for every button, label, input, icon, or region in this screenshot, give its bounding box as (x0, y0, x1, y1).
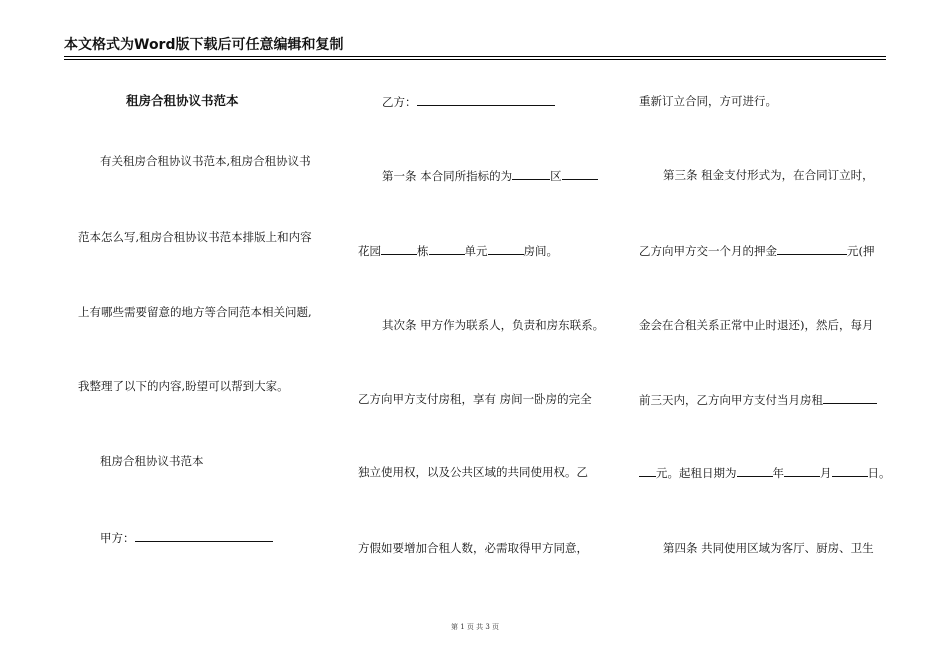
article-3-line-4 (639, 392, 877, 407)
column-middle (358, 0, 608, 600)
year-label: 年 (772, 466, 784, 480)
month-label: 月 (820, 466, 832, 480)
party-b-label: 乙方： (382, 95, 417, 109)
article-2-line-4: 方假如要增加合租人数，必需取得甲方同意， (358, 541, 588, 555)
article-3-line-1: 第三条 租金支付形式为，在合同订立时， (663, 168, 874, 182)
party-a-line (100, 530, 273, 545)
month-blank (784, 465, 820, 477)
article-1-line-2 (358, 243, 558, 258)
day-blank (832, 465, 868, 477)
article-3-line-3: 金会在合租关系正常中止时退还)，然后，每月 (639, 318, 874, 332)
intro-line-4: 我整理了以下的内容,盼望可以帮到大家。 (78, 379, 289, 393)
party-a-label: 甲方： (100, 531, 135, 545)
intro-line-2: 范本怎么写,租房合租协议书范本排版上和内容 (78, 230, 312, 244)
unit-blank (488, 243, 524, 255)
party-b-line (382, 94, 555, 109)
article-4-line-1: 第四条 共同使用区域为客厅、厨房、卫生 (663, 541, 874, 555)
unit-label: 单元 (464, 244, 488, 258)
rent-blank (823, 392, 877, 404)
garden-blank (381, 243, 417, 255)
garden-label: 花园 (358, 244, 381, 258)
rent-amount-blank (639, 465, 656, 477)
article-1-line-1 (382, 168, 598, 183)
article-3-line-5 (639, 465, 891, 480)
intro-line-3: 上有哪些需要留意的地方等合同范本相关问题, (78, 305, 312, 319)
section-subtitle: 租房合租协议书范本 (100, 454, 204, 468)
page-number: 第 1 页 共 3 页 (450, 623, 500, 631)
rent-text: 前三天内，乙方向甲方支付当月房租 (639, 393, 823, 407)
party-b-blank (417, 94, 555, 106)
banner-text: 本文格式为Word版下载后可任意编辑和复制 (64, 37, 344, 53)
district-blank (512, 168, 550, 180)
party-a-blank (135, 530, 273, 542)
building-label: 栋 (417, 244, 429, 258)
page-footer (0, 622, 950, 632)
article-1-text-b: 区 (550, 169, 562, 183)
article-1-text-a: 第一条 本合同所指标的为 (382, 169, 513, 183)
year-blank (737, 465, 773, 477)
start-date-text: 元。起租日期为 (656, 466, 737, 480)
intro-line-1: 有关租房合租协议书范本,租房合租协议书 (100, 154, 311, 168)
article-3-line-2 (639, 243, 875, 258)
room-label: 房间。 (523, 244, 558, 258)
day-label: 日。 (867, 466, 891, 480)
district-after-blank (562, 168, 598, 180)
article-2-line-3: 独立使用权，以及公共区域的共同使用权。乙 (358, 465, 588, 479)
document-title: 租房合租协议书范本 (126, 93, 239, 108)
column-right (639, 0, 889, 600)
deposit-blank (777, 243, 847, 255)
column-left (78, 0, 328, 600)
deposit-unit: 元(押 (847, 244, 875, 258)
article-2-line-2: 乙方向甲方支付房租，享有 房间一卧房的完全 (358, 392, 592, 406)
deposit-text: 乙方向甲方交一个月的押金 (639, 244, 777, 258)
continuation-line: 重新订立合同，方可进行。 (639, 94, 777, 108)
building-blank (429, 243, 465, 255)
article-2-line-1: 其次条 甲方作为联系人，负责和房东联系。 (382, 318, 605, 332)
